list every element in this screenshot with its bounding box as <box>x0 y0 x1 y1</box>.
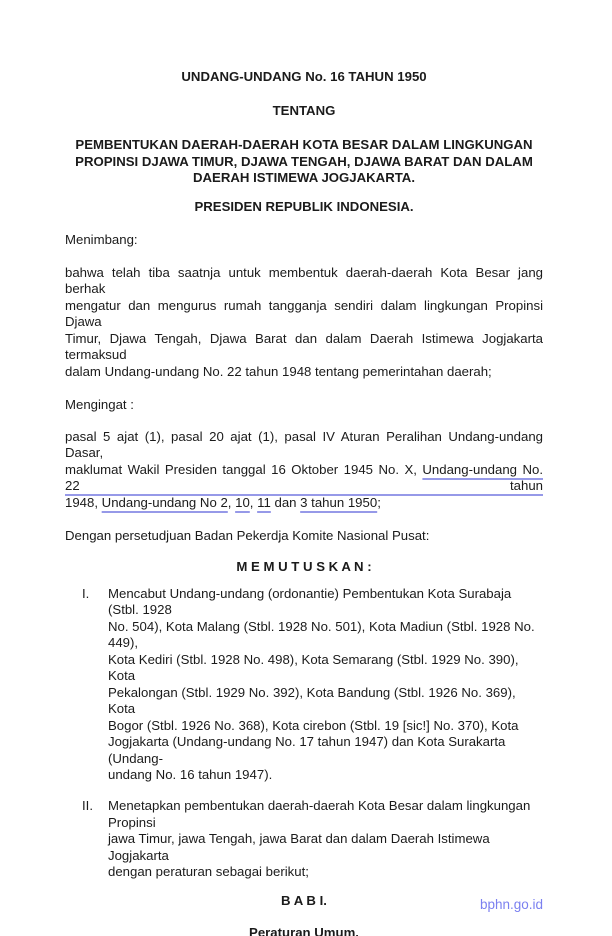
text-line: Timur, Djawa Tengah, Djawa Barat dan dalam Daerah Istimewa Jogjakarta termaksud <box>65 330 543 362</box>
decision-2-body <box>108 798 543 881</box>
text-line: dalam Undang-undang No. 22 tahun 1948 tentang pemerintahan daerah; <box>65 363 492 379</box>
subject-heading <box>65 137 543 187</box>
text-segment: maklumat Wakil Presiden tanggal 16 Oktober 1945 No. X, <box>65 461 423 477</box>
subject-heading-line-1: PEMBENTUKAN DAERAH-DAERAH KOTA BESAR DALAM LINGKUNGAN <box>75 137 533 152</box>
text-segment: dan <box>270 494 301 510</box>
memutuskan-heading: M E M U T U S K A N : <box>236 559 372 574</box>
text-line: Kota Kediri (Stbl. 1928 No. 498), Kota Semarang (Stbl. 1929 No. 390), Kota <box>108 651 519 683</box>
menimbang-body <box>65 265 543 381</box>
presiden-heading: PRESIDEN REPUBLIK INDONESIA. <box>194 198 414 214</box>
decision-item-2 <box>65 798 543 881</box>
footer-watermark: bphn.go.id <box>479 896 543 912</box>
decision-item-1 <box>65 586 543 784</box>
text-segment: , <box>227 494 236 510</box>
text-line: undang No. 16 tahun 1947). <box>108 767 273 782</box>
text-line: pasal 5 ajat (1), pasal 20 ajat (1), pasal IV Aturan Peralihan Undang-undang Dasar, <box>65 428 543 460</box>
text-line: Menetapkan pembentukan daerah-daerah Kota Besar dalam lingkungan Propinsi <box>108 798 531 830</box>
tentang-heading: TENTANG <box>272 102 336 118</box>
text-line: Jogjakarta (Undang-undang No. 17 tahun 1947) dan Kota Surakarta (Undang- <box>108 734 506 766</box>
text-line: jawa Timur, jawa Tengah, jawa Barat dan dalam Daerah Istimewa Jogjakarta <box>108 831 490 863</box>
text-segment: , <box>249 494 258 510</box>
peraturan-umum-heading: Peraturan Umum. <box>249 925 359 936</box>
law-reference-link[interactable]: 11 <box>257 494 271 510</box>
text-line: No. 504), Kota Malang (Stbl. 1928 No. 501), Kota Madiun (Stbl. 1928 No. 449), <box>108 618 535 650</box>
text-line: Pekalongan (Stbl. 1929 No. 392), Kota Bandung (Stbl. 1926 No. 369), Kota <box>108 684 516 716</box>
menimbang-label: Menimbang: <box>65 231 138 247</box>
text-segment: ; <box>377 494 381 510</box>
decision-1-marker: I. <box>82 585 90 601</box>
subject-heading-line-2: PROPINSI DJAWA TIMUR, DJAWA TENGAH, DJAWA BARAT DAN DALAM <box>75 153 533 169</box>
persetujuan-line: Dengan persetudjuan Badan Pekerdja Komite Nasional Pusat: <box>65 527 430 543</box>
text-line: bahwa telah tiba saatnja untuk membentuk daerah-daerah Kota Besar jang berhak <box>65 264 543 296</box>
mengingat-body <box>65 429 543 512</box>
law-reference-link[interactable]: 10 <box>235 494 250 510</box>
text-line: Mencabut Undang-undang (ordonantie) Pembentukan Kota Surabaja (Stbl. 1928 <box>108 585 512 617</box>
mengingat-label: Mengingat : <box>65 397 134 412</box>
text-line: mengatur dan mengurus rumah tangganja sendiri dalam lingkungan Propinsi Djawa <box>65 297 543 329</box>
decision-2-marker: II. <box>82 798 93 813</box>
text-segment: 1948, <box>65 494 102 510</box>
subject-heading-line-3: DAERAH ISTIMEWA JOGJAKARTA. <box>193 170 415 185</box>
law-reference-link[interactable]: Undang-undang No 2 <box>101 494 228 510</box>
text-line: dengan peraturan sebagai berikut; <box>108 864 309 879</box>
text-line <box>65 495 543 512</box>
doc-title: UNDANG-UNDANG No. 16 TAHUN 1950 <box>181 69 427 84</box>
bab-heading: B A B I. <box>281 893 327 908</box>
text-line <box>65 462 543 495</box>
text-line: Bogor (Stbl. 1926 No. 368), Kota cirebon (Stbl. 19 [sic!] No. 370), Kota <box>108 717 519 733</box>
law-reference-link[interactable]: 3 tahun 1950 <box>300 494 378 510</box>
decision-1-body <box>108 586 543 784</box>
law-reference-link[interactable]: Undang-undang No. 22 tahun <box>65 461 543 493</box>
